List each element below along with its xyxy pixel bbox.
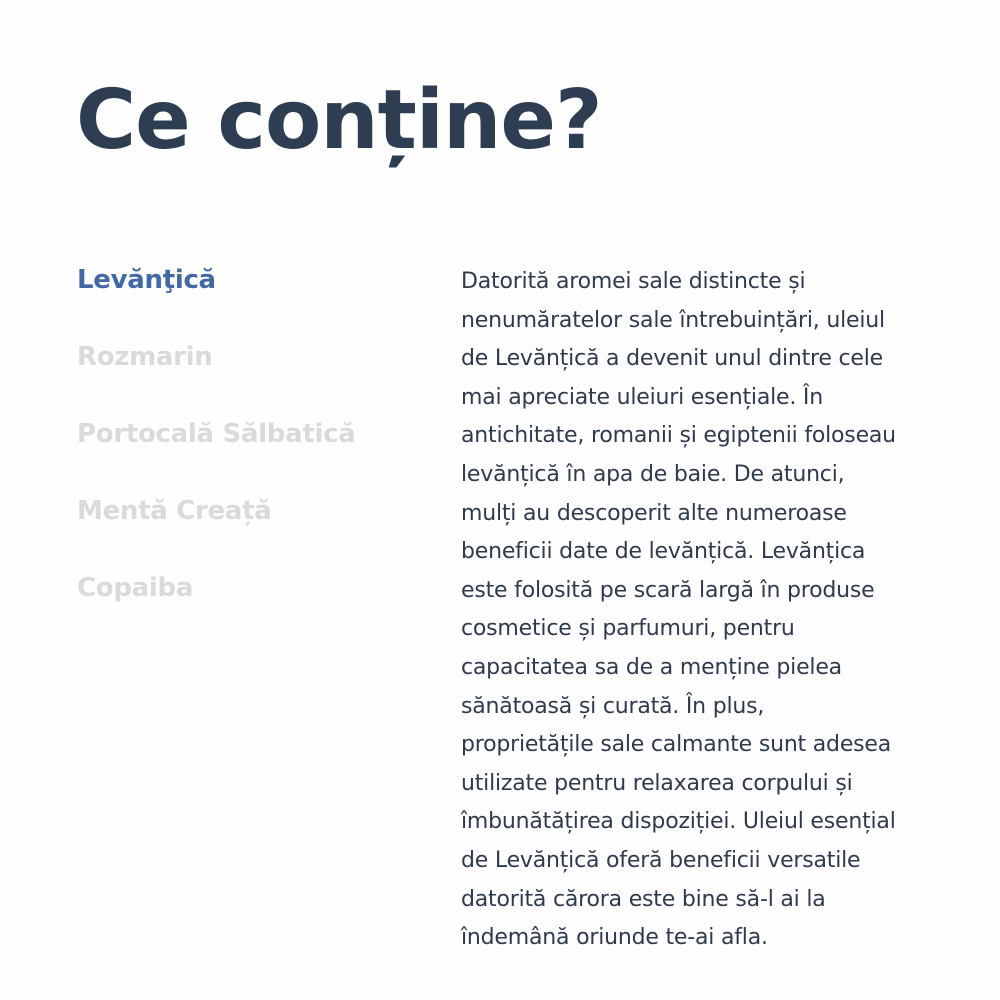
description-line: îndemână oriunde te-ai afla. — [461, 925, 768, 951]
description-line: proprietățile sale calmante sunt adesea — [461, 732, 892, 758]
description-line: beneficii date de levănțică. Levănțica — [461, 539, 866, 565]
tab-menta-creata[interactable]: Mentă Creață — [77, 496, 272, 526]
description-line: este folosită pe scară largă în produse — [461, 577, 875, 603]
description-line: nenumăratelor sale întrebuințări, uleiul — [461, 307, 885, 333]
tab-portocala-salbatica[interactable]: Portocală Sălbatică — [77, 419, 356, 449]
description-line: Datorită aromei sale distincte și — [461, 269, 806, 294]
ingredient-tabs — [77, 258, 437, 643]
description-line: de Levănțică a devenit unul dintre cele — [461, 346, 884, 372]
tab-levantica[interactable]: Levănţică — [77, 265, 216, 295]
description-line: antichitate, romanii și egiptenii foloseau — [461, 423, 896, 449]
description-line: capacitatea sa de a menține pielea — [461, 654, 842, 680]
description-line: levănțică în apa de baie. De atunci, — [461, 461, 845, 487]
ingredient-description — [461, 263, 961, 958]
description-line: de Levănțică oferă beneficii versatile — [461, 847, 861, 873]
description-line: utilizate pentru relaxarea corpului și — [461, 770, 853, 796]
page-title: Ce conține? — [76, 73, 602, 168]
description-line: sănătoasă și curată. În plus, — [461, 693, 765, 719]
tab-copaiba[interactable]: Copaiba — [77, 573, 194, 603]
description-line: îmbunătățirea dispoziției. Uleiul esențial — [461, 809, 896, 835]
tab-rozmarin[interactable]: Rozmarin — [77, 342, 213, 372]
description-line: mulți au descoperit alte numeroase — [461, 500, 847, 526]
description-line: cosmetice și parfumuri, pentru — [461, 616, 795, 642]
description-line: datorită cărora este bine să-l ai la — [461, 886, 826, 912]
description-line: mai apreciate uleiuri esențiale. În — [461, 384, 823, 410]
